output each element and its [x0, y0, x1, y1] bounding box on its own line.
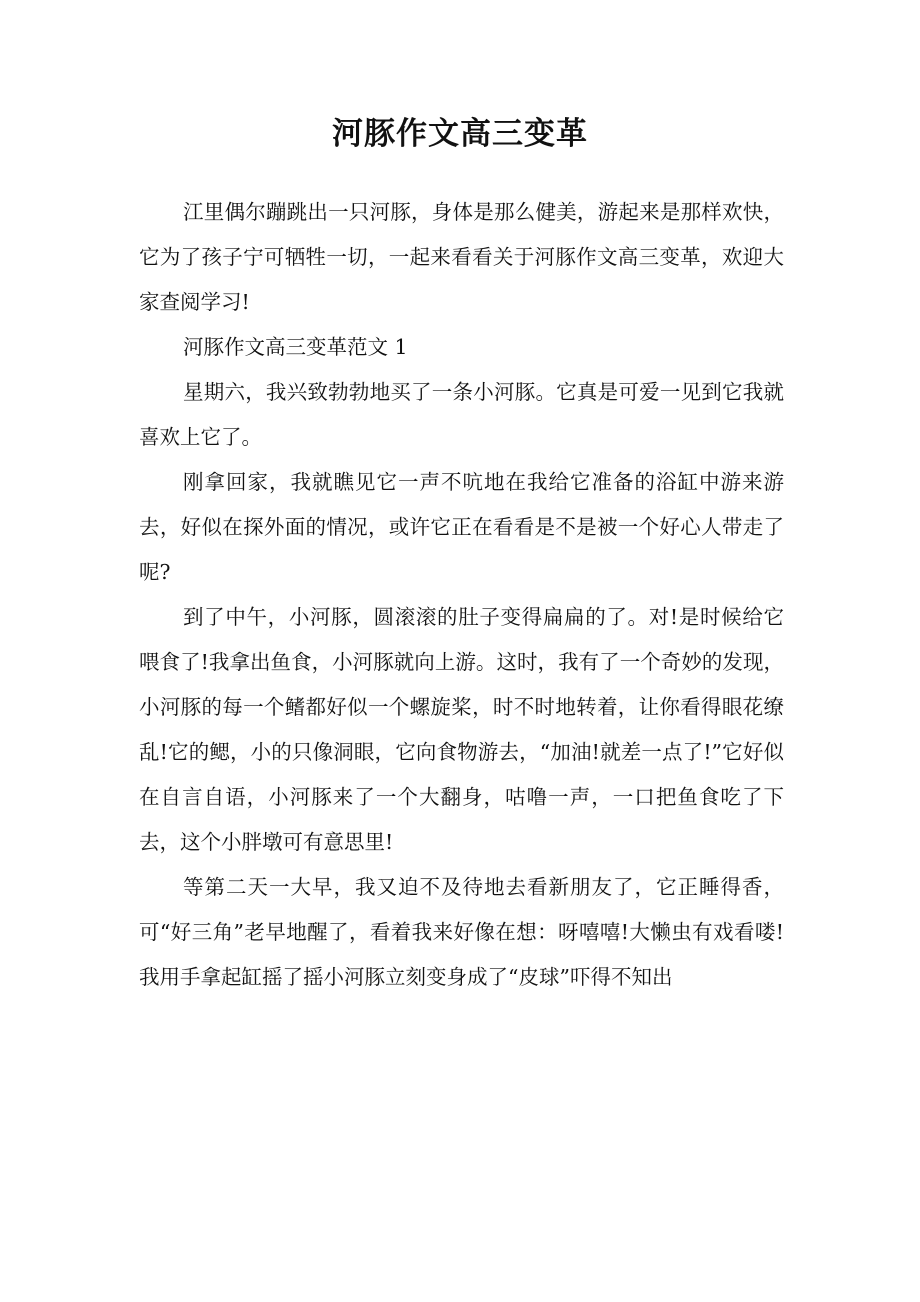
- document-title: 河豚作文高三变革: [332, 116, 588, 152]
- body-paragraph: 刚拿回家，我就瞧见它一声不吭地在我给它准备的浴缸中游来游去，好似在探外面的情况，或许它正在看看是不是被一个好心人带走了呢?: [139, 470, 784, 584]
- body-paragraph: 星期六，我兴致勃勃地买了一条小河豚。它真是可爱一见到它我就喜欢上它了。: [139, 380, 784, 449]
- section-heading: 河豚作文高三变革范文 1: [183, 335, 408, 359]
- document-body: [139, 190, 784, 1000]
- intro-paragraph: 江里偶尔蹦跳出一只河豚，身体是那么健美，游起来是那样欢快，它为了孩子宁可牺牲一切，一起来看看关于河豚作文高三变革，欢迎大家查阅学习!: [139, 200, 784, 314]
- body-paragraph: 到了中午，小河豚，圆滚滚的肚子变得扁扁的了。对!是时候给它喂食了!我拿出鱼食，小河豚就向上游。这时，我有了一个奇妙的发现，小河豚的每一个鳍都好似一个螺旋桨，时不时地转着，让你看得眼花缭乱!它的鳃，小的只像洞眼，它向食物游去，“加油!就差一点了!”它好似在自言自语，小河豚来了一个大翻身，咕噜一声，一口把鱼食吃了下去，这个小胖墩可有意思里!: [139, 605, 784, 854]
- body-paragraph: 等第二天一大早，我又迫不及待地去看新朋友了，它正睡得香，可“好三角”老早地醒了，看着我来好像在想：呀嘻嘻!大懒虫有戏看喽!我用手拿起缸摇了摇小河豚立刻变身成了“皮球”吓得不知出: [139, 875, 784, 989]
